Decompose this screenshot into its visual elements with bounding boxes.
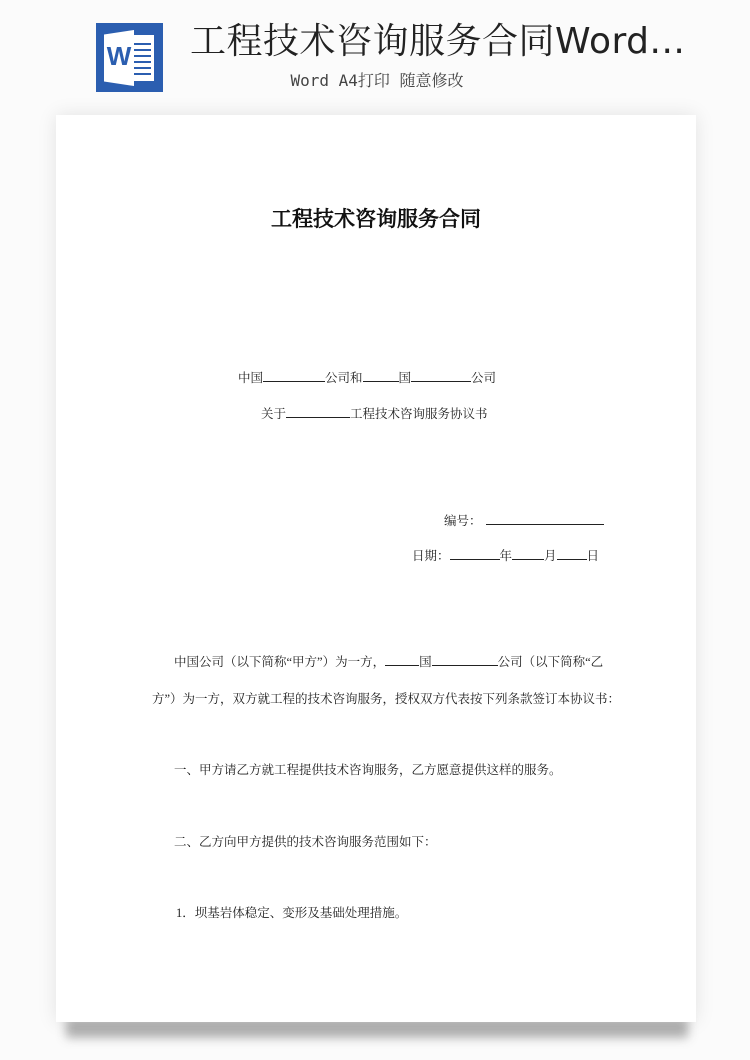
month-label: 月	[544, 549, 557, 563]
number-line	[444, 512, 604, 530]
about-prefix: 关于	[261, 407, 287, 421]
year-blank	[450, 547, 500, 560]
word-letter: W	[106, 41, 132, 71]
blank-field	[385, 653, 419, 666]
page-title: 工程技术咨询服务合同Word...	[190, 21, 686, 62]
number-blank	[486, 512, 604, 525]
day-blank	[557, 547, 587, 560]
intro-line-2: 方”）为一方，双方就工程的技术咨询服务，授权双方代表按下列条款签订本协议书：	[152, 692, 621, 706]
clause-2: 二、乙方向甲方提供的技术咨询服务范围如下：	[174, 835, 437, 849]
word-icon	[96, 23, 163, 92]
blank-field	[363, 369, 399, 382]
item-1: 1．坝基岩体稳定、变形及基础处理措施。	[176, 906, 408, 920]
number-label: 编号：	[444, 514, 482, 528]
document-title: 工程技术咨询服务合同	[271, 207, 481, 231]
header	[0, 0, 750, 100]
parties-suffix: 公司	[471, 371, 497, 385]
about-suffix: 工程技术咨询服务协议书	[350, 407, 488, 421]
intro-part2: 国	[419, 655, 432, 669]
blank-field	[432, 653, 498, 666]
intro-part1: 中国公司（以下简称“甲方”）为一方，	[174, 655, 386, 669]
intro-part3: 公司（以下简称“乙	[497, 655, 604, 669]
day-label: 日	[586, 549, 600, 563]
year-label: 年	[499, 549, 513, 563]
blank-field	[263, 369, 325, 382]
intro-line-1	[174, 653, 603, 671]
month-blank	[512, 547, 544, 560]
page-subtitle: Word A4打印 随意修改	[290, 71, 464, 90]
parties-prefix: 中国	[238, 371, 264, 385]
date-label: 日期：	[412, 549, 450, 563]
parties-mid1: 公司和	[325, 371, 363, 385]
parties-mid2: 国	[398, 371, 412, 385]
date-line	[412, 547, 599, 565]
blank-field	[286, 405, 350, 418]
about-line	[261, 405, 488, 423]
blank-field	[411, 369, 471, 382]
parties-line	[238, 369, 496, 387]
clause-1: 一、甲方请乙方就工程提供技术咨询服务，乙方愿意提供这样的服务。	[174, 763, 562, 777]
document-page	[56, 115, 696, 1022]
